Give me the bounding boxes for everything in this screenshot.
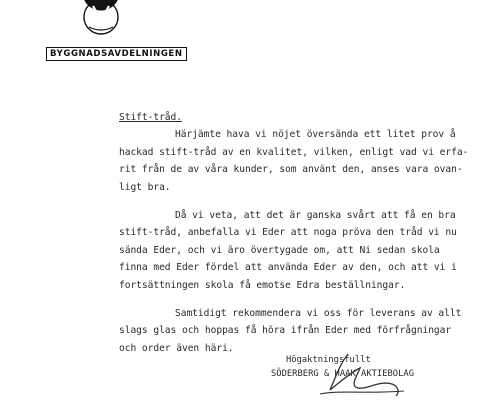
text-line: finna med Eder fördel att använda Eder av den, och att vi i	[119, 262, 457, 274]
text-line: ligt bra.	[119, 181, 171, 193]
text-line: rit från de av våra kunder, som använt den, anses vara ovan-	[119, 164, 463, 176]
department-label: BYGGNADSAVDELNINGEN	[46, 47, 187, 61]
text-line: Samtidigt rekommendera vi oss för leverans av allt	[175, 308, 462, 320]
text-line: sända Eder, och vi äro övertygade om, att Ni sedan skola	[119, 244, 440, 256]
text-line: Härjämte hava vi nöjet översända ett litet prov å	[175, 129, 456, 141]
letter-subject: Stift-tråd.	[119, 112, 182, 123]
handwritten-signature	[300, 350, 410, 400]
paragraph-1	[119, 126, 489, 196]
text-line: Då vi veta, att det är ganska svårt att få en bra	[175, 210, 456, 222]
paragraph-2	[119, 207, 489, 294]
letter-body	[119, 109, 489, 368]
text-line: slags glas och hoppas få höra ifrån Eder med förfrågningar	[119, 325, 452, 337]
text-line: fortsättningen skola få emotse Edra beställningar.	[119, 279, 406, 291]
text-line: stift-tråd, anbefalla vi Eder att noga pröva den tråd vi nu	[119, 227, 457, 239]
closing-salutation: Högaktningsfullt	[286, 355, 371, 365]
sender-name: SÖDERBERG & HAAK AKTIEBOLAG	[271, 369, 414, 379]
text-line: och order även häri.	[119, 342, 234, 354]
company-emblem-icon	[79, 0, 123, 38]
text-line: hackad stift-tråd av en kvalitet, vilken, enligt vad vi erfa-	[119, 146, 469, 158]
